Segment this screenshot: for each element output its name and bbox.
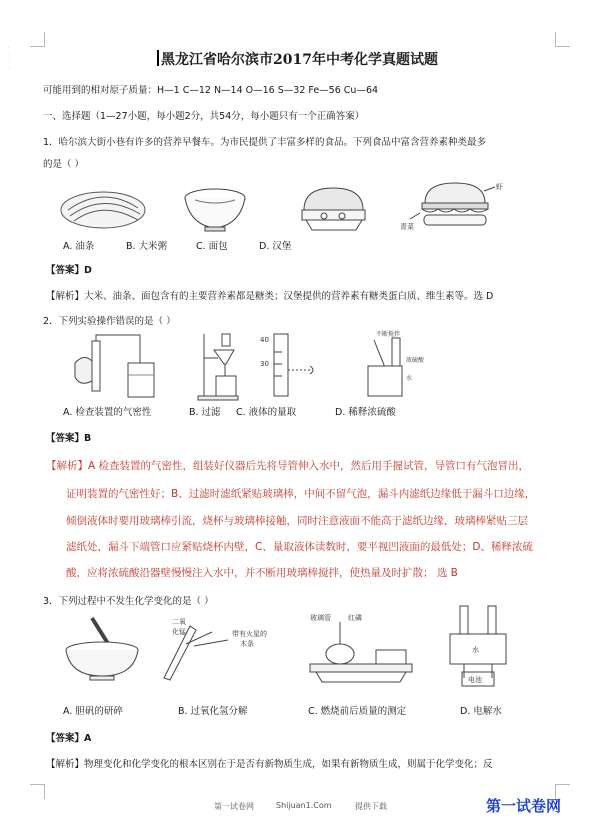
q1-option-c: C. 面包: [196, 241, 228, 252]
dilute-acid-figure: [356, 328, 436, 400]
peroxide-figure: [150, 614, 280, 684]
q2-analysis-line: 【解析】A 检查装置的气密性，组装好仪器后先将导管伸入水中，然后用手握试管，导管口有气泡冒出，: [46, 460, 530, 472]
page-title: 黑龙江省哈尔滨市2017年中考化学真题试题: [161, 52, 438, 68]
label-water: 水: [406, 375, 413, 382]
site-logo: 第一试卷网: [486, 797, 562, 815]
section-header: 一、选择题（1—27小题，每小题2分，共54分，每小题只有一个正确答案）: [43, 111, 365, 122]
q2-option-b: B. 过滤: [189, 407, 221, 418]
cylinder-reading-figure: [260, 330, 320, 402]
q2-analysis-line: 滤纸处，漏斗下端管口应紧贴烧杯内壁，C、量取液体读数时，要平视凹液面的最低处；D、稀释浓硫: [66, 541, 533, 553]
question-1-text-cont: 的是（ ）: [43, 159, 85, 170]
label-mno2-1: 二氧: [172, 618, 186, 626]
question-3-text: 3．下列过程中不发生化学变化的是（ ）: [43, 596, 214, 607]
bread-figure: [296, 180, 371, 235]
q2-option-c: C. 液体的量取: [236, 407, 297, 418]
footer-left-text: 第一试卷网: [214, 802, 254, 811]
margin-corner-mark: [30, 32, 45, 47]
electrolysis-figure: [446, 604, 516, 690]
q1-analysis: 【解析】大米、油条、面包含有的主要营养素都是糖类；汉堡提供的营养素有糖类蛋白质、维生素等。选 D: [46, 291, 494, 302]
q3-option-b: B. 过氧化氢分解: [178, 706, 248, 717]
q1-option-a: A. 油条: [63, 241, 95, 252]
q2-analysis-line: 证明装置的气密性好；B、过滤时滤纸紧贴玻璃棒，中间不留气泡，漏斗内滤纸边缘低于漏斗口边缘，: [66, 488, 536, 500]
hamburger-label-greens: 青菜: [400, 223, 414, 231]
rice-porridge-figure: [180, 180, 250, 235]
q3-option-a: A. 胆矾的研碎: [63, 706, 123, 717]
hamburger-label-shrimp: 虾: [496, 183, 503, 191]
footer-site-link[interactable]: Shijuan1.Com: [276, 801, 332, 810]
q2-answer: 【答案】B: [46, 433, 92, 444]
label-stirring: 不断搅拌: [376, 331, 401, 338]
q1-option-b: B. 大米粥: [126, 241, 168, 252]
label-conc-acid: 浓硫酸: [406, 357, 425, 364]
q2-option-d: D. 稀释浓硫酸: [335, 407, 396, 418]
label-mno2-2: 化锰: [172, 628, 186, 636]
question-2-text: 2．下列实验操作错误的是（ ）: [43, 316, 176, 327]
combustion-mass-figure: [306, 610, 416, 686]
filtration-figure: [196, 330, 246, 402]
q3-answer: 【答案】A: [46, 733, 92, 744]
q1-option-d: D. 汉堡: [259, 241, 292, 252]
label-red-phosphorus: 红磷: [348, 614, 362, 622]
text-cursor: [157, 50, 159, 66]
margin-corner-mark: [30, 784, 45, 799]
q2-analysis-line: 倾倒液体时要用玻璃棒引流，烧杯与玻璃棒接触，同时注意液面不能高于滤纸边缘，玻璃棒紧贴三层: [66, 515, 528, 527]
label-glass-tube: 玻璃管: [310, 614, 331, 622]
airtightness-figure: [70, 333, 160, 401]
cylinder-mark-30: 30: [260, 360, 269, 368]
label-splint: 木条: [240, 640, 254, 648]
fried-dough-figure: [58, 180, 148, 235]
q2-analysis-line: 酸，应将浓硫酸沿器壁慢慢注入水中，并不断用玻璃棒搅拌，使热量及时扩散； 选 B: [66, 567, 458, 579]
q3-option-c: C. 燃烧前后质量的测定: [308, 706, 407, 717]
hamburger-figure: [400, 177, 510, 235]
q1-answer: 【答案】D: [46, 265, 92, 276]
mortar-pestle-figure: [62, 614, 142, 682]
q3-analysis: 【解析】物理变化和化学变化的根本区别在于是否有新物质生成，如果有新物质生成，则属于化学变化；反: [46, 759, 493, 770]
label-water-d: 水: [472, 646, 479, 654]
margin-corner-mark: [555, 32, 570, 47]
label-battery: 电池: [468, 676, 482, 684]
q2-option-a: A. 检查装置的气密性: [63, 407, 152, 418]
ruler-dots-icon: · · · ·: [7, 44, 10, 73]
atomic-masses: 可能用到的相对原子质量：H—1 C—12 N—14 O—16 S—32 Fe—56 Cu—64: [43, 85, 379, 96]
label-glowing-splint: 带有火星的: [232, 630, 267, 638]
q3-option-d: D. 电解水: [460, 706, 502, 717]
footer-right-text: 提供下载: [355, 802, 387, 811]
question-1-text: 1．哈尔滨大街小巷有许多的营养早餐车。为市民提供了丰富多样的食品。下列食品中富含营养素种类最多: [43, 137, 487, 148]
cylinder-mark-40: 40: [260, 336, 269, 344]
